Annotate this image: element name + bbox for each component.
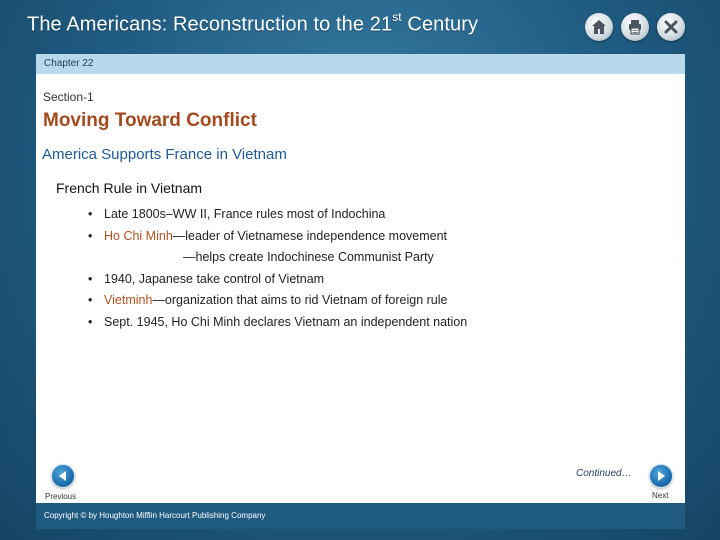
bullet-definition: —leader of Vietnamese independence movement xyxy=(172,228,448,243)
print-icon xyxy=(626,18,644,36)
term-vietminh: Vietminh xyxy=(104,293,153,307)
bullet-text: 1940, Japanese take control of Vietnam xyxy=(104,271,325,286)
next-label[interactable]: Next xyxy=(652,491,669,500)
section-label: Section-1 xyxy=(43,90,94,104)
bullet-continuation: —helps create Indochinese Communist Party xyxy=(183,250,434,264)
next-button[interactable] xyxy=(649,464,673,488)
subheading: America Supports France in Vietnam xyxy=(42,146,287,163)
copyright-text: Copyright © by Houghton Mifflin Harcourt Publishing Company xyxy=(44,511,266,520)
footer-bar xyxy=(36,503,685,529)
bullet-text xyxy=(104,226,447,248)
bullet-definition: —organization that aims to rid Vietnam of foreign rule xyxy=(152,293,448,307)
bullet-glyph: • xyxy=(88,228,93,243)
term-ho-chi-minh: Ho Chi Minh xyxy=(104,228,173,243)
page-title: Moving Toward Conflict xyxy=(43,110,257,131)
home-icon xyxy=(590,18,608,36)
bullet-glyph: • xyxy=(88,271,93,286)
slide-panel xyxy=(36,54,685,529)
bullet-glyph: • xyxy=(88,207,93,221)
title-main: The Americans: Reconstruction to the 21 xyxy=(27,13,393,36)
close-button[interactable] xyxy=(657,13,685,41)
chapter-label: Chapter 22 xyxy=(44,58,94,69)
previous-label[interactable]: Previous xyxy=(45,492,77,501)
bullet-glyph: • xyxy=(88,293,93,307)
previous-button[interactable] xyxy=(51,464,75,488)
arrow-left-icon xyxy=(57,470,69,482)
home-button[interactable] xyxy=(585,13,613,41)
bullet-text xyxy=(104,290,447,312)
app-title xyxy=(27,12,478,37)
title-superscript: st xyxy=(392,10,402,24)
bullet-text: Late 1800s–WW II, France rules most of Indochina xyxy=(104,207,386,221)
topic-heading: French Rule in Vietnam xyxy=(56,180,203,196)
arrow-right-icon xyxy=(655,470,667,482)
title-end: Century xyxy=(401,13,479,36)
continued-label: Continued… xyxy=(576,468,632,479)
bullet-text: Sept. 1945, Ho Chi Minh declares Vietnam an independent nation xyxy=(104,314,468,329)
print-button[interactable] xyxy=(621,13,649,41)
bullet-glyph: • xyxy=(88,314,93,329)
close-icon xyxy=(662,18,680,36)
chapter-bar xyxy=(36,54,685,74)
